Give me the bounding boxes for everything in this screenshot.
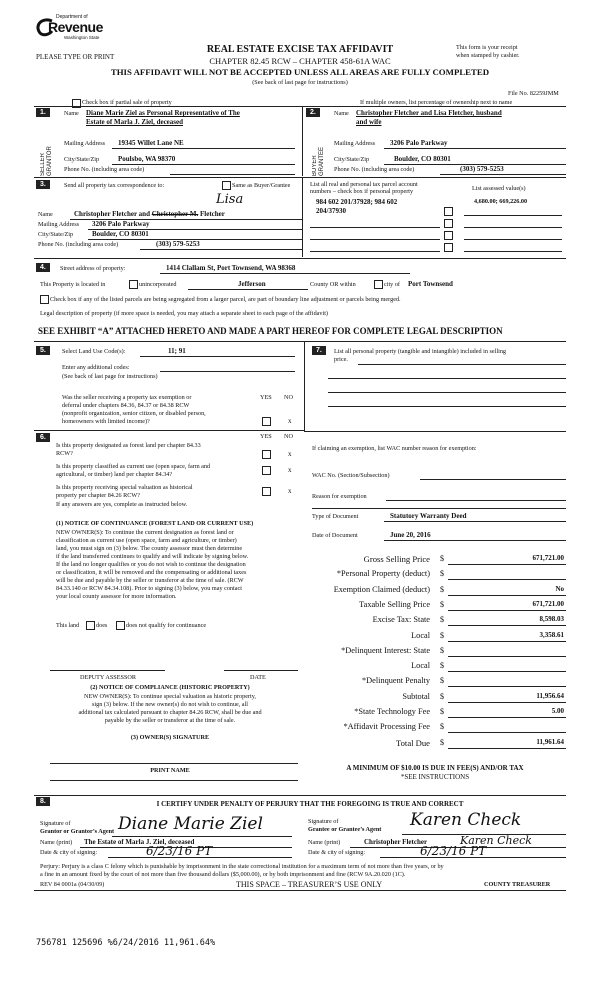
- assessed-values-label: List assessed value(s): [472, 185, 526, 192]
- does-label: does: [96, 622, 108, 629]
- same-as-buyer-checkbox[interactable]: [222, 181, 231, 190]
- buyer-phone: (303) 579-5253: [460, 165, 504, 173]
- tax-row-label: Subtotal: [402, 691, 430, 701]
- corr-name-part: Christopher Fletcher and: [74, 210, 150, 218]
- section-7-number: 7.: [312, 346, 326, 355]
- buyer-phone-label: Phone No. (including area code): [334, 166, 415, 173]
- dollar-sign: $: [440, 584, 444, 594]
- parcel-list-label-2: numbers – check box if personal property: [310, 188, 414, 195]
- grantor-name-print-label: Name (print): [40, 839, 73, 846]
- notice-continuance-line: 84.33.140 or RCW 84.34.108). Prior to signing (3) below, you may contact: [56, 585, 242, 592]
- notice-continuance-line: classification as current use (open space, farm and agriculture, or timber): [56, 537, 237, 544]
- seller-grantor-label: SELLER GRANTOR: [40, 146, 53, 176]
- unincorporated-checkbox[interactable]: [129, 280, 138, 289]
- dollar-sign: $: [440, 630, 444, 640]
- exemption-no-mark: x: [288, 417, 292, 425]
- seller-city: Poulsbo, WA 98370: [118, 155, 176, 163]
- tax-row-label: Local: [411, 661, 430, 671]
- receipt-note: when stamped by cashier.: [456, 52, 520, 59]
- historic-question-cont: property per chapter 84.26 RCW?: [56, 492, 141, 499]
- tax-row-underline: [448, 579, 566, 580]
- tax-row-underline: [448, 595, 566, 596]
- tax-row-underline: [448, 564, 566, 565]
- exemption-claim-label: If claiming an exemption, list WAC number reason for exemption:: [312, 445, 477, 452]
- section-6-number: 6.: [36, 433, 50, 442]
- notice-compliance-line: payable by the seller or transferor at the time of sale.: [104, 717, 236, 724]
- personal-property-checkbox[interactable]: [444, 207, 453, 216]
- buyer-mailing-label: Mailing Address: [334, 140, 376, 147]
- dollar-sign: $: [440, 737, 444, 747]
- tax-row-label: Taxable Selling Price: [359, 599, 430, 609]
- street-label: Street address of property:: [60, 265, 126, 272]
- grantee-signature: Karen Check: [410, 810, 522, 830]
- parcel-list-label: List all real and personal tax parcel account: [310, 181, 418, 188]
- tax-row-value: 3,358.61: [539, 630, 564, 639]
- additional-codes-label: Enter any additional codes:: [62, 364, 130, 371]
- forest-land-question: Is this property designated as forest land per chapter 84.33: [56, 442, 201, 449]
- multiple-owners-note: If multiple owners, list percentage of ownership next to name: [360, 99, 513, 106]
- seller-mailing-label: Mailing Address: [64, 140, 106, 147]
- see-back-instructions: (See back of last page for instructions): [252, 79, 348, 86]
- dollar-sign: $: [440, 645, 444, 655]
- grantee-name-handwritten: Karen Check: [460, 834, 532, 847]
- current-use-question-cont: agricultural, or timber) land per chapter 84.34?: [56, 471, 173, 478]
- buyer-name-label: Name: [334, 110, 349, 117]
- segregated-label: Check box if any of the listed parcels are being segregated from a larger parcel, are part of boundary line adjustment or parcels being merged.: [50, 296, 401, 303]
- historic-no-mark: x: [288, 487, 292, 495]
- tax-row-underline: [448, 610, 566, 611]
- grantor-signature: Diane Marie Ziel: [118, 814, 263, 834]
- historic-yes-checkbox[interactable]: [262, 487, 271, 496]
- dollar-sign: $: [440, 707, 444, 716]
- date-label: DATE: [250, 674, 266, 681]
- seller-city-label: City/State/Zip: [64, 156, 100, 163]
- tax-row-underline: [448, 625, 566, 626]
- minimum-due-notice: A MINIMUM OF $10.00 IS DUE IN FEE(S) AND/OR TAX: [346, 764, 524, 772]
- section-5-number: 5.: [36, 346, 50, 355]
- grantor-name-print: The Estate of Marla J. Ziel, deceased: [84, 838, 195, 846]
- personal-property-label: List all personal property (tangible and intangible) included in selling: [334, 348, 507, 355]
- partial-sale-label: Check box if partial sale of property: [82, 99, 172, 106]
- grantee-date-city-label: Date & city of signing:: [308, 849, 366, 856]
- print-name-label: PRINT NAME: [150, 767, 190, 774]
- tax-row-underline: [448, 717, 566, 718]
- owner-signature-label: (3) OWNER(S) SIGNATURE: [130, 734, 210, 741]
- seller-name-label: Name: [64, 110, 79, 117]
- exemption-yes-checkbox[interactable]: [262, 417, 271, 426]
- notice-continuance-line: If the land no longer qualifies or you do not wish to continue the designation: [56, 561, 246, 568]
- notice-compliance-line: sign (3) below. If the new owner(s) do not wish to continue, all: [92, 701, 248, 708]
- seller-name: Diane Marie Ziel as Personal Representative of The: [86, 109, 240, 117]
- tax-row-value: 8,598.03: [539, 615, 564, 624]
- corr-city-label: City/State/Zip: [38, 231, 74, 238]
- cashier-stamp: 756781 125696 %6/24/2016 11,961.64%: [36, 938, 216, 948]
- assessed-values: 4,680.00; 669,226.00: [474, 198, 528, 205]
- personal-property-checkbox[interactable]: [444, 231, 453, 240]
- section-3-number: 3.: [36, 180, 50, 189]
- dollar-sign: $: [440, 615, 444, 625]
- dollar-sign: $: [440, 554, 444, 563]
- property-county: Jefferson: [238, 280, 266, 288]
- grantee-agent-label: Grantee or Grantee’s Agent: [308, 826, 382, 833]
- tax-row-label: Exemption Claimed (deduct): [333, 584, 430, 594]
- notice-compliance-title: (2) NOTICE OF COMPLIANCE (HISTORIC PROPERTY): [90, 684, 250, 691]
- forest-yes-checkbox[interactable]: [262, 450, 271, 459]
- same-as-buyer-label: Same as Buyer/Grantee: [232, 182, 291, 189]
- if-yes-note: If any answers are yes, complete as instructed below.: [56, 501, 188, 508]
- tax-row-underline: [448, 656, 566, 657]
- buyer-city: Boulder, CO 80301: [394, 155, 451, 163]
- county-or-within-label: County OR within: [310, 281, 356, 288]
- segregated-checkbox[interactable]: [40, 295, 49, 304]
- logo-state: Washington State: [64, 35, 100, 40]
- tax-row-value: 11,956.64: [536, 691, 564, 700]
- city-of-label: city of: [384, 281, 400, 288]
- dor-logo: [34, 14, 104, 44]
- corr-name-label: Name: [38, 211, 53, 218]
- tax-row-label: *Delinquent Interest: State: [341, 645, 430, 655]
- tax-row-label: *Delinquent Penalty: [362, 676, 430, 686]
- dollar-sign: $: [440, 599, 444, 609]
- exemption-question-line: (nonprofit organization, senior citizen, or disabled person,: [62, 410, 206, 417]
- tax-row-label: *Personal Property (deduct): [336, 569, 430, 579]
- yes-header: YES: [260, 394, 272, 401]
- land-use-label: Select Land Use Code(s):: [62, 348, 126, 355]
- corr-mailing: 3206 Palo Parkway: [92, 220, 150, 228]
- dollar-sign: $: [440, 722, 444, 732]
- personal-property-label-2: price.: [334, 356, 348, 363]
- county-treasurer-label: COUNTY TREASURER: [484, 881, 551, 888]
- notice-continuance-line: your local county assessor for more information.: [56, 593, 177, 600]
- tax-row-value: 671,721.00: [532, 599, 564, 608]
- personal-property-checkbox[interactable]: [444, 243, 453, 252]
- tax-row-value: 11,961.64: [536, 737, 564, 746]
- dollar-sign: $: [440, 676, 444, 686]
- not-accepted-warning: THIS AFFIDAVIT WILL NOT BE ACCEPTED UNLESS ALL AREAS ARE FULLY COMPLETED: [110, 67, 490, 77]
- tax-row-value: No: [555, 584, 564, 593]
- notice-continuance-line: or classification, it will be removed and the compensating or additional taxes: [56, 569, 247, 576]
- tax-row-underline: [448, 702, 566, 703]
- wac-number-label: WAC No. (Section/Subsection): [312, 472, 390, 479]
- notice-compliance-line: additional tax calculated pursuant to chapter 84.26 RCW, shall be due and: [78, 709, 262, 716]
- seller-name-cont: Estate of Marla J. Ziel, deceased: [86, 118, 184, 126]
- tax-row-underline: [448, 641, 566, 642]
- corr-name-part: Fletcher: [200, 210, 225, 218]
- notice-continuance-line: if the land transferred continues to qualify and will indicate by signing below.: [56, 553, 249, 560]
- no-header: NO: [284, 433, 293, 440]
- tax-row-value: 5.00: [551, 707, 564, 715]
- grantee-name-print-label: Name (print): [308, 839, 341, 846]
- grantor-date-city: 6/23/16 PT: [146, 844, 213, 858]
- legal-description-label: Legal description of property (if more space is needed, you may attach a separate sheet to each page of the affidavit): [40, 310, 328, 317]
- corr-name: [74, 210, 225, 218]
- located-label: This Property is located in: [40, 281, 106, 288]
- tax-row-value: 671,721.00: [532, 554, 564, 562]
- buyer-mailing: 3206 Palo Parkway: [390, 139, 448, 147]
- seller-phone-label: Phone No. (including area code): [64, 166, 145, 173]
- property-street: 1414 Clallam St, Port Townsend, WA 98368: [166, 264, 296, 272]
- tax-row-label: Gross Selling Price: [363, 554, 430, 564]
- yes-header: YES: [260, 433, 272, 440]
- form-revision: REV 84 0001a (04/30/09): [40, 881, 105, 888]
- treasurer-use-only: THIS SPACE – TREASURER’S USE ONLY: [236, 880, 383, 889]
- buyer-grantee-label: BUYER GRANTEE: [312, 146, 325, 176]
- exemption-question-line: homeowners with limited income)?: [62, 418, 150, 425]
- does-not-qualify-checkbox[interactable]: [116, 621, 125, 630]
- forest-no-mark: x: [288, 450, 292, 458]
- tax-row-underline: [448, 671, 566, 672]
- tax-row-label: Total Due: [395, 737, 430, 748]
- document-type-label: Type of Document: [312, 513, 359, 520]
- tax-row-underline: [448, 732, 566, 733]
- exemption-question-line: deferral under chapters 84.36, 84.37 or 84.38 RCW: [62, 402, 190, 409]
- tax-row-underline: [448, 686, 566, 687]
- tax-row-label: *State Technology Fee: [354, 707, 430, 716]
- tax-row-underline: [448, 748, 566, 749]
- notice-continuance-line: NEW OWNER(S): To continue the current designation as forest land or: [56, 529, 234, 536]
- receipt-note: This form is your receipt: [456, 44, 518, 51]
- correspondence-label: Send all property tax correspondence to:: [64, 182, 165, 189]
- corr-name-struck: Christopher M.: [151, 210, 199, 218]
- notice-continuance-line: land, you must sign on (3) below. The county assessor must then determine: [56, 545, 243, 552]
- section-4-number: 4.: [36, 263, 50, 272]
- section-2-number: 2.: [306, 108, 320, 117]
- tax-row-label: Excise Tax: State: [372, 615, 430, 625]
- grantor-date-city-label: Date & city of signing:: [40, 849, 98, 856]
- grantor-sig-label: Signature of: [40, 820, 71, 827]
- tax-row-label: Local: [411, 630, 430, 640]
- perjury-warning: Perjury: Perjury is a class C felony which is punishable by imprisonment in the state correctional institution for a maximum term of not more than five years, or by: [40, 863, 444, 870]
- parcel-numbers-cont: 204/37930: [316, 207, 346, 215]
- no-header: NO: [284, 394, 293, 401]
- dollar-sign: $: [440, 569, 444, 579]
- current-use-question: Is this property classified as current use (open space, farm and: [56, 463, 211, 470]
- form-title: REAL ESTATE EXCISE TAX AFFIDAVIT: [206, 44, 394, 55]
- current-use-yes-checkbox[interactable]: [262, 466, 271, 475]
- section-1-number: 1.: [36, 108, 50, 117]
- perjury-warning-cont: a fine in an amount fixed by the court of not more than five thousand dollars ($5,000.00), or by both imprisonment and fine (RCW 9A.20.020 (1C).: [40, 871, 406, 878]
- exhibit-a-statement: SEE EXHIBIT “A” ATTACHED HERETO AND MADE A PART HEREOF FOR COMPLETE LEGAL DESCRIPTION: [38, 326, 503, 336]
- deputy-assessor-label: DEPUTY ASSESSOR: [80, 674, 136, 681]
- does-not-label: does not qualify for continuance: [126, 622, 207, 629]
- certify-statement: I CERTIFY UNDER PENALTY OF PERJURY THAT THE FOREGOING IS TRUE AND CORRECT: [156, 800, 464, 808]
- historic-question: Is this property receiving special valuation as historical: [56, 484, 193, 491]
- document-type: Statutory Warranty Deed: [390, 512, 467, 520]
- logo-word: Revenue: [48, 19, 103, 35]
- document-date-label: Date of Document: [312, 532, 358, 539]
- does-qualify-checkbox[interactable]: [86, 621, 95, 630]
- document-date: June 20, 2016: [390, 531, 431, 539]
- section-8-number: 8.: [36, 797, 50, 806]
- corr-phone: (303) 579-5253: [156, 240, 200, 248]
- buyer-city-label: City/State/Zip: [334, 156, 370, 163]
- personal-property-checkbox[interactable]: [444, 219, 453, 228]
- current-use-no-mark: x: [288, 466, 292, 474]
- notice-compliance-line: NEW OWNER(S): To continue special valuation as historic property,: [84, 693, 256, 700]
- form-chapter: CHAPTER 82.45 RCW – CHAPTER 458-61A WAC: [209, 56, 391, 66]
- tax-row-label: *Affidavit Processing Fee: [343, 722, 430, 732]
- forest-land-question-cont: RCW?: [56, 450, 73, 457]
- corr-city: Boulder, CO 80301: [92, 230, 149, 238]
- dollar-sign: $: [440, 691, 444, 701]
- seller-mailing: 19345 Willet Lane NE: [118, 139, 184, 147]
- land-use-codes: 11; 91: [168, 347, 186, 355]
- buyer-name-cont: and wife: [356, 118, 382, 126]
- parcel-numbers: 984 602 201/37928; 984 602: [316, 198, 398, 206]
- property-city: Port Townsend: [408, 280, 453, 288]
- logo-dept-line: Department of: [56, 14, 88, 20]
- corr-mailing-label: Mailing Address: [38, 221, 80, 228]
- dollar-sign: $: [440, 661, 444, 671]
- please-type: PLEASE TYPE OR PRINT: [36, 53, 115, 61]
- grantee-date-city: 6/23/16 PT: [420, 844, 487, 858]
- grantee-name-print: Christopher Fletcher: [364, 838, 428, 846]
- notice-continuance-line: will be due and payable by the seller or transferor at the time of sale. (RCW: [56, 577, 244, 584]
- within-city-checkbox[interactable]: [374, 280, 383, 289]
- this-land-label: This land: [56, 622, 80, 629]
- file-number: File No. 82259JMM: [508, 90, 559, 97]
- handwritten-lisa: Lisa: [216, 192, 244, 207]
- reason-exemption-label: Reason for exemption: [312, 493, 367, 500]
- grantee-sig-label: Signature of: [308, 818, 339, 825]
- grantor-agent-label: Grantor or Grantor’s Agent: [40, 828, 115, 835]
- unincorporated-label: unincorporated: [139, 281, 177, 288]
- notice-continuance-title: (1) NOTICE OF CONTINUANCE (FOREST LAND OR CURRENT USE): [56, 520, 254, 527]
- buyer-name: Christopher Fletcher and Lisa Fletcher, husband: [356, 109, 502, 117]
- see-instructions-note: *SEE INSTRUCTIONS: [400, 773, 470, 781]
- additional-codes-note: (See back of last page for instructions): [62, 373, 158, 380]
- corr-phone-label: Phone No. (including area code): [38, 241, 119, 248]
- exemption-question: Was the seller receiving a property tax exemption or: [62, 394, 192, 401]
